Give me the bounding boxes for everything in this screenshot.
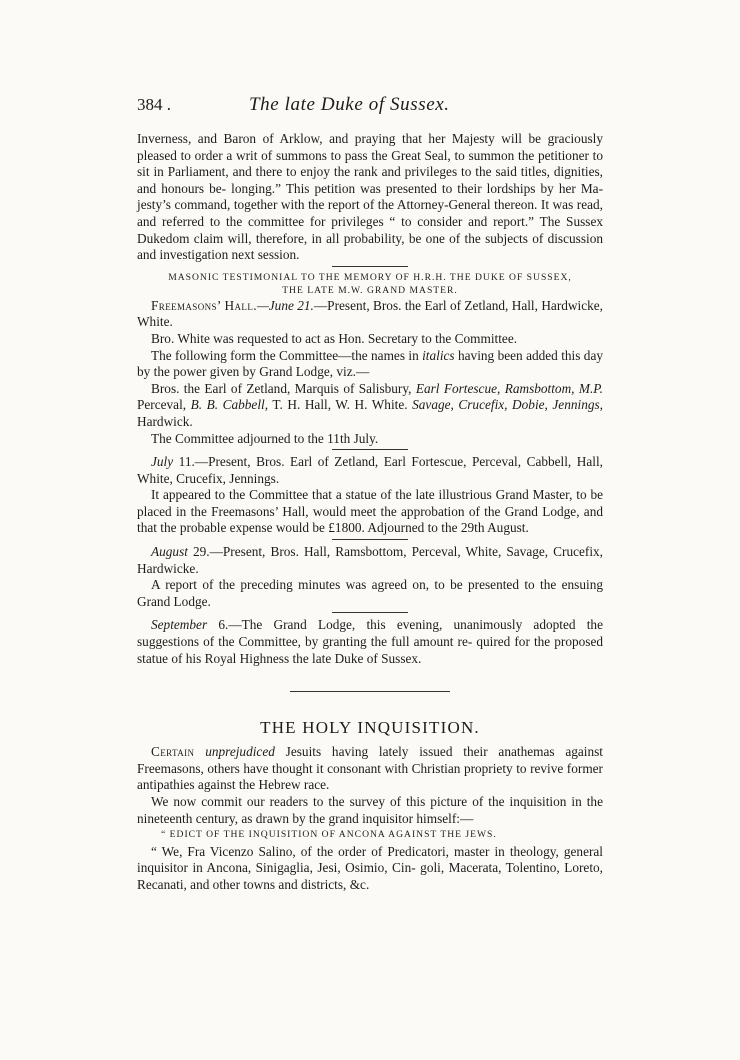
running-head [137, 94, 603, 124]
paragraph-jesuits [137, 744, 603, 794]
june-place: Freemasons’ Hall. [151, 297, 257, 313]
divider [332, 539, 408, 540]
certain-smallcaps: Certain [151, 744, 195, 760]
paragraph-june [137, 298, 603, 331]
september-text: 6.—The Grand Lodge, this evening, unanimously adopted the suggestions of the Committee, by granting the full amount re- quired for the proposed statue of his Royal Highness the late Duke of Sussex. [137, 617, 603, 666]
paragraph-following [137, 348, 603, 381]
jesuits-text: Jesuits having lately issued their anathemas against Freemasons, others have thought it consonant with Christian propriety to revive former antipathies against the Hebrew race. [137, 744, 603, 793]
members-italic-3: Savage, Crucefix, Dobie, Jennings, [412, 397, 603, 413]
following-text-b: having been added this day by the power given by Grand Lodge, viz.— [137, 347, 603, 380]
members-italic-2: B. B. Cabbell, [190, 397, 269, 413]
members-text-b: Perceval, [137, 397, 191, 413]
following-italics: italics [422, 347, 455, 363]
members-text-c: T. H. Hall, W. H. White. [268, 397, 413, 413]
paragraph-edict: “ We, Fra Vicenzo Salino, of the order of Predicatori, master in theology, general inquisitor in Ancona, Sinigaglia, Jesi, Osimio, Cin- goli, Macerata, Tolentino, Loreto, Recanati, and other towns and districts, &c. [137, 843, 603, 892]
page-number: 384 . [137, 95, 171, 114]
paragraph-survey: We now commit our readers to the survey of this picture of the inquisition in the nineteenth century, as drawn by the grand inquisitor himself:— [137, 794, 603, 826]
paragraph-statue: It appeared to the Committee that a statue of the late illustrious Grand Master, to be placed in the Freemasons’ Hall, would meet the approbation of the Grand Lodge, and that the probable expense would be £1800. Adjourned to the 29th August. [137, 487, 603, 536]
edict-heading: “ EDICT OF THE INQUISITION OF ANCONA AGAINST THE JEWS. [161, 829, 497, 841]
members-italic-1: Earl Fortescue, Ramsbottom, M.P. [415, 380, 604, 396]
paragraph-members [137, 381, 603, 431]
divider [332, 266, 408, 267]
masonic-heading-line-2: THE LATE M.W. GRAND MASTER. [282, 285, 458, 297]
section-divider [290, 691, 450, 692]
paragraph-july [137, 454, 603, 487]
september-date: September [151, 617, 208, 633]
july-text: 11.—Present, Bros. Earl of Zetland, Earl Fortescue, Perceval, Cabbell, Hall, White, Crucefix, Jennings. [137, 454, 603, 486]
text-column [137, 94, 603, 894]
june-present: —Present, Bros. the Earl of Zetland, Hall, Hardwicke, White. [137, 297, 603, 330]
paragraph-secretary: Bro. White was requested to act as Hon. Secretary to the Committee. [151, 330, 518, 346]
divider [332, 612, 408, 613]
divider [332, 449, 408, 450]
paragraph-august [137, 544, 603, 577]
members-text-a: Bros. the Earl of Zetland, Marquis of Salisbury, [151, 380, 416, 396]
members-text-d: Hardwick. [137, 413, 193, 429]
paragraph-september [137, 617, 603, 667]
august-text: 29.—Present, Bros. Hall, Ramsbottom, Perceval, White, Savage, Crucefix, Hardwicke. [137, 544, 603, 576]
august-date: August [151, 544, 188, 560]
paragraph-report: A report of the preceding minutes was agreed on, to be presented to the ensuing Grand Lodge. [137, 577, 603, 609]
unprejudiced-italic: unprejudiced [194, 744, 275, 760]
july-date: July [151, 454, 174, 470]
paragraph-petition: Inverness, and Baron of Arklow, and praying that her Majesty will be graciously pleased to order a writ of summons to pass the Great Seal, to summon the petitioner to sit in Parliament, and there to enjoy the rank and privileges to the said titles, dignities, and honours be- longing.” This petition was presented to their lordships by her Ma- jesty’s command, together with the report of the Attorney-General thereon. It was read, and referred to the committee for privileges “ to consider and report.” The Sussex Dukedom claim will, therefore, in all probability, be one of the subjects of discussion and investigation next session. [137, 131, 603, 263]
masonic-heading-line-1: MASONIC TESTIMONIAL TO THE MEMORY OF H.R.H. THE DUKE OF SUSSEX, [168, 271, 572, 283]
paragraph-adjourned-july: The Committee adjourned to the 11th July. [151, 430, 379, 446]
running-title: The late Duke of Sussex. [249, 94, 450, 115]
section-title: THE HOLY INQUISITION. [260, 718, 480, 738]
following-text-a: The following form the Committee—the names in [151, 347, 423, 363]
june-date: —June 21. [256, 297, 314, 313]
